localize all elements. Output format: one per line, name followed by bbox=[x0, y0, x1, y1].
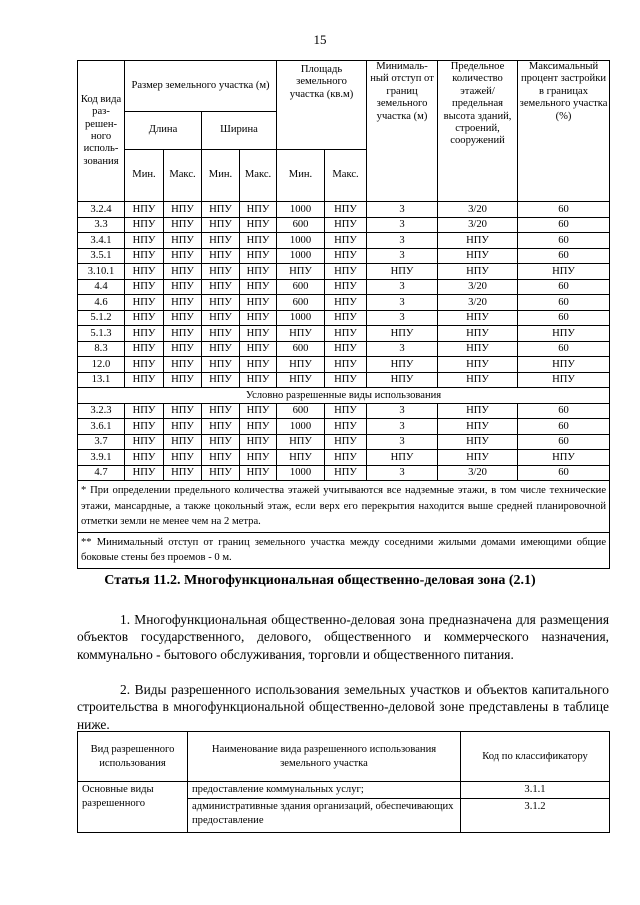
table-cell: НПУ bbox=[125, 403, 164, 419]
table-cell: НПУ bbox=[164, 326, 202, 342]
row-code-cell: 3.9.1 bbox=[78, 450, 125, 466]
table-cell: НПУ bbox=[240, 465, 277, 481]
table-cell: НПУ bbox=[164, 233, 202, 249]
table-cell: НПУ bbox=[438, 450, 518, 466]
table-cell: НПУ bbox=[240, 372, 277, 388]
table-cell: 3 bbox=[367, 434, 438, 450]
table-cell: 3 bbox=[367, 295, 438, 311]
table-cell: НПУ bbox=[325, 233, 367, 249]
footnote-floors: * При определении предельного количества этажей учитываются все надземные этажи, в том числе технические этажи, мансардные, а также цокольный этаж, если верх его перекрытия находится выше средней планировочной отметки земли не менее чем на 2 метра. bbox=[78, 481, 610, 533]
row-code-cell: 12.0 bbox=[78, 357, 125, 373]
table-cell: НПУ bbox=[367, 326, 438, 342]
table-cell: НПУ bbox=[164, 465, 202, 481]
table-cell: НПУ bbox=[125, 341, 164, 357]
table-cell: НПУ bbox=[325, 326, 367, 342]
table-cell: НПУ bbox=[125, 279, 164, 295]
table-row bbox=[78, 279, 610, 295]
table-cell: НПУ bbox=[164, 202, 202, 218]
table-cell: НПУ bbox=[202, 434, 240, 450]
table-cell: НПУ bbox=[240, 233, 277, 249]
table-cell: НПУ bbox=[164, 372, 202, 388]
usage-types-table bbox=[77, 731, 610, 833]
table-cell: НПУ bbox=[325, 295, 367, 311]
table-cell: НПУ bbox=[202, 202, 240, 218]
table-row bbox=[78, 264, 610, 280]
header-area: Площадь земельного участка (кв.м) bbox=[277, 61, 367, 150]
table-cell: НПУ bbox=[367, 372, 438, 388]
table-cell: НПУ bbox=[125, 372, 164, 388]
row-code-cell: 3.2.3 bbox=[78, 403, 125, 419]
paragraph-2: 2. Виды разрешенного использования земельных участков и объектов капитального строительства в многофункциональной общественно-деловой зоне представлены в таблице ниже. bbox=[77, 682, 609, 732]
article-heading: Статья 11.2. Многофункциональная общественно-деловая зона (2.1) bbox=[104, 573, 536, 588]
table-cell: НПУ bbox=[438, 341, 518, 357]
table-cell: 60 bbox=[518, 295, 610, 311]
header-length-min: Мин. bbox=[125, 150, 164, 202]
table-row bbox=[78, 217, 610, 233]
table-cell: НПУ bbox=[125, 419, 164, 435]
table-cell: НПУ bbox=[202, 248, 240, 264]
table-cell: НПУ bbox=[325, 419, 367, 435]
table-cell: НПУ bbox=[164, 217, 202, 233]
table-cell: НПУ bbox=[277, 264, 325, 280]
parameters-table bbox=[77, 60, 610, 569]
table-cell: НПУ bbox=[202, 357, 240, 373]
table-cell: НПУ bbox=[240, 450, 277, 466]
header-length-max: Макс. bbox=[164, 150, 202, 202]
table-cell: НПУ bbox=[125, 295, 164, 311]
table-cell: НПУ bbox=[240, 295, 277, 311]
table-cell: НПУ bbox=[202, 217, 240, 233]
table-cell: 3/20 bbox=[438, 202, 518, 218]
main-rows bbox=[78, 202, 610, 388]
table-cell: НПУ bbox=[202, 419, 240, 435]
table-cell: НПУ bbox=[125, 434, 164, 450]
table-cell: НПУ bbox=[325, 217, 367, 233]
row-code-cell: 3.3 bbox=[78, 217, 125, 233]
table-cell: 3 bbox=[367, 341, 438, 357]
table-cell: НПУ bbox=[240, 357, 277, 373]
table-cell: НПУ bbox=[202, 450, 240, 466]
table-cell: НПУ bbox=[438, 419, 518, 435]
table-cell: НПУ bbox=[202, 326, 240, 342]
row-code-cell: 5.1.2 bbox=[78, 310, 125, 326]
table-cell: 600 bbox=[277, 217, 325, 233]
table-cell: 60 bbox=[518, 465, 610, 481]
table-cell: НПУ bbox=[367, 450, 438, 466]
table-cell: НПУ bbox=[325, 372, 367, 388]
table-cell: НПУ bbox=[438, 434, 518, 450]
table-row bbox=[78, 450, 610, 466]
table-cell: НПУ bbox=[240, 310, 277, 326]
table-cell: НПУ bbox=[164, 341, 202, 357]
table-cell: НПУ bbox=[325, 310, 367, 326]
table-cell: НПУ bbox=[125, 450, 164, 466]
table-cell: НПУ bbox=[202, 310, 240, 326]
table-cell: НПУ bbox=[164, 357, 202, 373]
table-row bbox=[78, 465, 610, 481]
table-cell: НПУ bbox=[518, 450, 610, 466]
table-cell: НПУ bbox=[518, 326, 610, 342]
row-code-cell: 3.5.1 bbox=[78, 248, 125, 264]
table-cell: 60 bbox=[518, 279, 610, 295]
table-cell: НПУ bbox=[438, 357, 518, 373]
table-row bbox=[78, 357, 610, 373]
table-cell: НПУ bbox=[164, 310, 202, 326]
table-cell: 60 bbox=[518, 341, 610, 357]
table-cell: 600 bbox=[277, 341, 325, 357]
table-cell: НПУ bbox=[202, 465, 240, 481]
usage-name: предоставление коммунальных услуг; bbox=[188, 782, 461, 799]
table-cell: НПУ bbox=[125, 357, 164, 373]
table-cell: 1000 bbox=[277, 202, 325, 218]
row-code-cell: 5.1.3 bbox=[78, 326, 125, 342]
row-code-cell: 4.6 bbox=[78, 295, 125, 311]
row-code-cell: 8.3 bbox=[78, 341, 125, 357]
table-cell: НПУ bbox=[325, 279, 367, 295]
table-cell: 3/20 bbox=[438, 295, 518, 311]
table-cell: НПУ bbox=[518, 372, 610, 388]
table-cell: НПУ bbox=[438, 326, 518, 342]
table-cell: 3/20 bbox=[438, 279, 518, 295]
classifier-code: 3.1.1 bbox=[461, 782, 610, 799]
paragraph-1: 1. Многофункциональная общественно-деловая зона предназначена для размещения объектов государственного, делового, общественного и коммерческого назначения, коммунально - бытового обслуживания, торговли и общественного питания. bbox=[77, 612, 609, 662]
table-cell: НПУ bbox=[325, 450, 367, 466]
table-cell: НПУ bbox=[438, 264, 518, 280]
table-cell: 3 bbox=[367, 202, 438, 218]
table-cell: НПУ bbox=[202, 279, 240, 295]
table-cell: НПУ bbox=[202, 372, 240, 388]
table-cell: НПУ bbox=[518, 357, 610, 373]
header-width-max: Макс. bbox=[240, 150, 277, 202]
table-cell: НПУ bbox=[277, 357, 325, 373]
table-cell: НПУ bbox=[240, 326, 277, 342]
table-row bbox=[78, 372, 610, 388]
table-cell: 60 bbox=[518, 434, 610, 450]
table-cell: 60 bbox=[518, 233, 610, 249]
table-cell: НПУ bbox=[240, 341, 277, 357]
table-cell: 3 bbox=[367, 465, 438, 481]
table-cell: НПУ bbox=[164, 248, 202, 264]
table-cell: 600 bbox=[277, 295, 325, 311]
table-cell: 1000 bbox=[277, 419, 325, 435]
header-area-min: Мин. bbox=[277, 150, 325, 202]
table-cell: НПУ bbox=[367, 357, 438, 373]
row-code-cell: 3.10.1 bbox=[78, 264, 125, 280]
header-area-max: Макс. bbox=[325, 150, 367, 202]
table-cell: НПУ bbox=[240, 202, 277, 218]
row-code-cell: 13.1 bbox=[78, 372, 125, 388]
header-coverage: Максимальный процент застройки в границах земельного участка (%) bbox=[518, 61, 610, 202]
table-cell: НПУ bbox=[367, 264, 438, 280]
table-cell: НПУ bbox=[325, 403, 367, 419]
conditional-section-title: Условно разрешенные виды использования bbox=[78, 388, 610, 404]
table-row bbox=[78, 419, 610, 435]
table-cell: 3/20 bbox=[438, 465, 518, 481]
table-cell: 60 bbox=[518, 202, 610, 218]
header-usage-type: Вид разрешенного использования bbox=[78, 732, 188, 782]
table-cell: 600 bbox=[277, 403, 325, 419]
table-cell: НПУ bbox=[125, 202, 164, 218]
row-code-cell: 4.4 bbox=[78, 279, 125, 295]
table-cell: НПУ bbox=[240, 419, 277, 435]
table-cell: НПУ bbox=[325, 465, 367, 481]
header-usage-name: Наименование вида разрешенного использования земельного участка bbox=[188, 732, 461, 782]
table-cell: НПУ bbox=[125, 264, 164, 280]
table-cell: НПУ bbox=[202, 264, 240, 280]
table-cell: 3 bbox=[367, 310, 438, 326]
table-cell: НПУ bbox=[325, 434, 367, 450]
header-floors: Предельное количество этажей/ предельная высота зданий, строений, сооружений bbox=[438, 61, 518, 202]
table-cell: НПУ bbox=[325, 202, 367, 218]
table-cell: НПУ bbox=[518, 264, 610, 280]
table-row bbox=[78, 295, 610, 311]
table-cell: НПУ bbox=[325, 357, 367, 373]
table-cell: НПУ bbox=[277, 372, 325, 388]
table-row bbox=[78, 403, 610, 419]
table-cell: 1000 bbox=[277, 465, 325, 481]
table-cell: НПУ bbox=[164, 403, 202, 419]
table-cell: НПУ bbox=[325, 341, 367, 357]
table-cell: НПУ bbox=[240, 264, 277, 280]
header-size: Размер земельного участка (м) bbox=[125, 61, 277, 112]
table-cell: 1000 bbox=[277, 233, 325, 249]
table-cell: НПУ bbox=[438, 233, 518, 249]
table-cell: НПУ bbox=[240, 279, 277, 295]
table-cell: 3 bbox=[367, 403, 438, 419]
row-code-cell: 4.7 bbox=[78, 465, 125, 481]
usage-name: административные здания организаций, обеспечивающих предоставление bbox=[188, 799, 461, 833]
row-code-cell: 3.2.4 bbox=[78, 202, 125, 218]
table-cell: НПУ bbox=[164, 295, 202, 311]
table-cell: 600 bbox=[277, 279, 325, 295]
table-cell: 60 bbox=[518, 419, 610, 435]
table-cell: НПУ bbox=[164, 419, 202, 435]
classifier-code: 3.1.2 bbox=[461, 799, 610, 833]
table-cell: НПУ bbox=[164, 434, 202, 450]
footnote-setback: ** Минимальный отступ от границ земельного участка между соседними жилыми домами имеющими общие боковые стены без проемов - 0 м. bbox=[78, 532, 610, 568]
table-cell: НПУ bbox=[277, 450, 325, 466]
table-cell: 3/20 bbox=[438, 217, 518, 233]
table-cell: НПУ bbox=[240, 248, 277, 264]
table-cell: НПУ bbox=[125, 465, 164, 481]
row-code-cell: 3.6.1 bbox=[78, 419, 125, 435]
table-cell: НПУ bbox=[125, 326, 164, 342]
table-cell: 1000 bbox=[277, 248, 325, 264]
table-cell: 3 bbox=[367, 419, 438, 435]
table-cell: НПУ bbox=[164, 264, 202, 280]
table-cell: 3 bbox=[367, 248, 438, 264]
table-cell: НПУ bbox=[164, 450, 202, 466]
table-cell: 60 bbox=[518, 310, 610, 326]
table-cell: 3 bbox=[367, 233, 438, 249]
table-cell: НПУ bbox=[277, 434, 325, 450]
table-row bbox=[78, 434, 610, 450]
table-cell: НПУ bbox=[277, 326, 325, 342]
table-row bbox=[78, 202, 610, 218]
header-setback: Минималь-ный отступ от границ земельного участка (м) bbox=[367, 61, 438, 202]
table-cell: НПУ bbox=[438, 310, 518, 326]
row-code-cell: 3.4.1 bbox=[78, 233, 125, 249]
table-row bbox=[78, 233, 610, 249]
row-code-cell: 3.7 bbox=[78, 434, 125, 450]
table-cell: НПУ bbox=[202, 403, 240, 419]
header-length: Длина bbox=[125, 112, 202, 150]
header-width: Ширина bbox=[202, 112, 277, 150]
table-cell: НПУ bbox=[438, 403, 518, 419]
table-cell: НПУ bbox=[438, 372, 518, 388]
table-cell: НПУ bbox=[438, 248, 518, 264]
table-cell: НПУ bbox=[125, 310, 164, 326]
table-cell: 60 bbox=[518, 217, 610, 233]
header-width-min: Мин. bbox=[202, 150, 240, 202]
table-cell: 60 bbox=[518, 248, 610, 264]
table-row bbox=[78, 248, 610, 264]
table-cell: 3 bbox=[367, 217, 438, 233]
table-cell: НПУ bbox=[125, 233, 164, 249]
table-cell: 60 bbox=[518, 403, 610, 419]
table-row bbox=[78, 326, 610, 342]
header-code: Код вида раз-решен-ного исполь-зования bbox=[78, 61, 125, 202]
table-cell: НПУ bbox=[202, 295, 240, 311]
header-classifier-code: Код по классификатору bbox=[461, 732, 610, 782]
table-cell: НПУ bbox=[325, 248, 367, 264]
table-row bbox=[78, 310, 610, 326]
conditional-rows bbox=[78, 403, 610, 481]
table-row bbox=[78, 341, 610, 357]
table-cell: НПУ bbox=[202, 233, 240, 249]
table-cell: НПУ bbox=[325, 264, 367, 280]
table-cell: НПУ bbox=[125, 248, 164, 264]
page-number: 15 bbox=[313, 32, 327, 47]
table-cell: НПУ bbox=[240, 403, 277, 419]
table-cell: НПУ bbox=[240, 434, 277, 450]
group-main-types: Основные виды разрешенного bbox=[78, 782, 188, 833]
table-cell: НПУ bbox=[202, 341, 240, 357]
table-cell: НПУ bbox=[240, 217, 277, 233]
table-cell: НПУ bbox=[164, 279, 202, 295]
table-cell: 3 bbox=[367, 279, 438, 295]
table-cell: 1000 bbox=[277, 310, 325, 326]
table-cell: НПУ bbox=[125, 217, 164, 233]
